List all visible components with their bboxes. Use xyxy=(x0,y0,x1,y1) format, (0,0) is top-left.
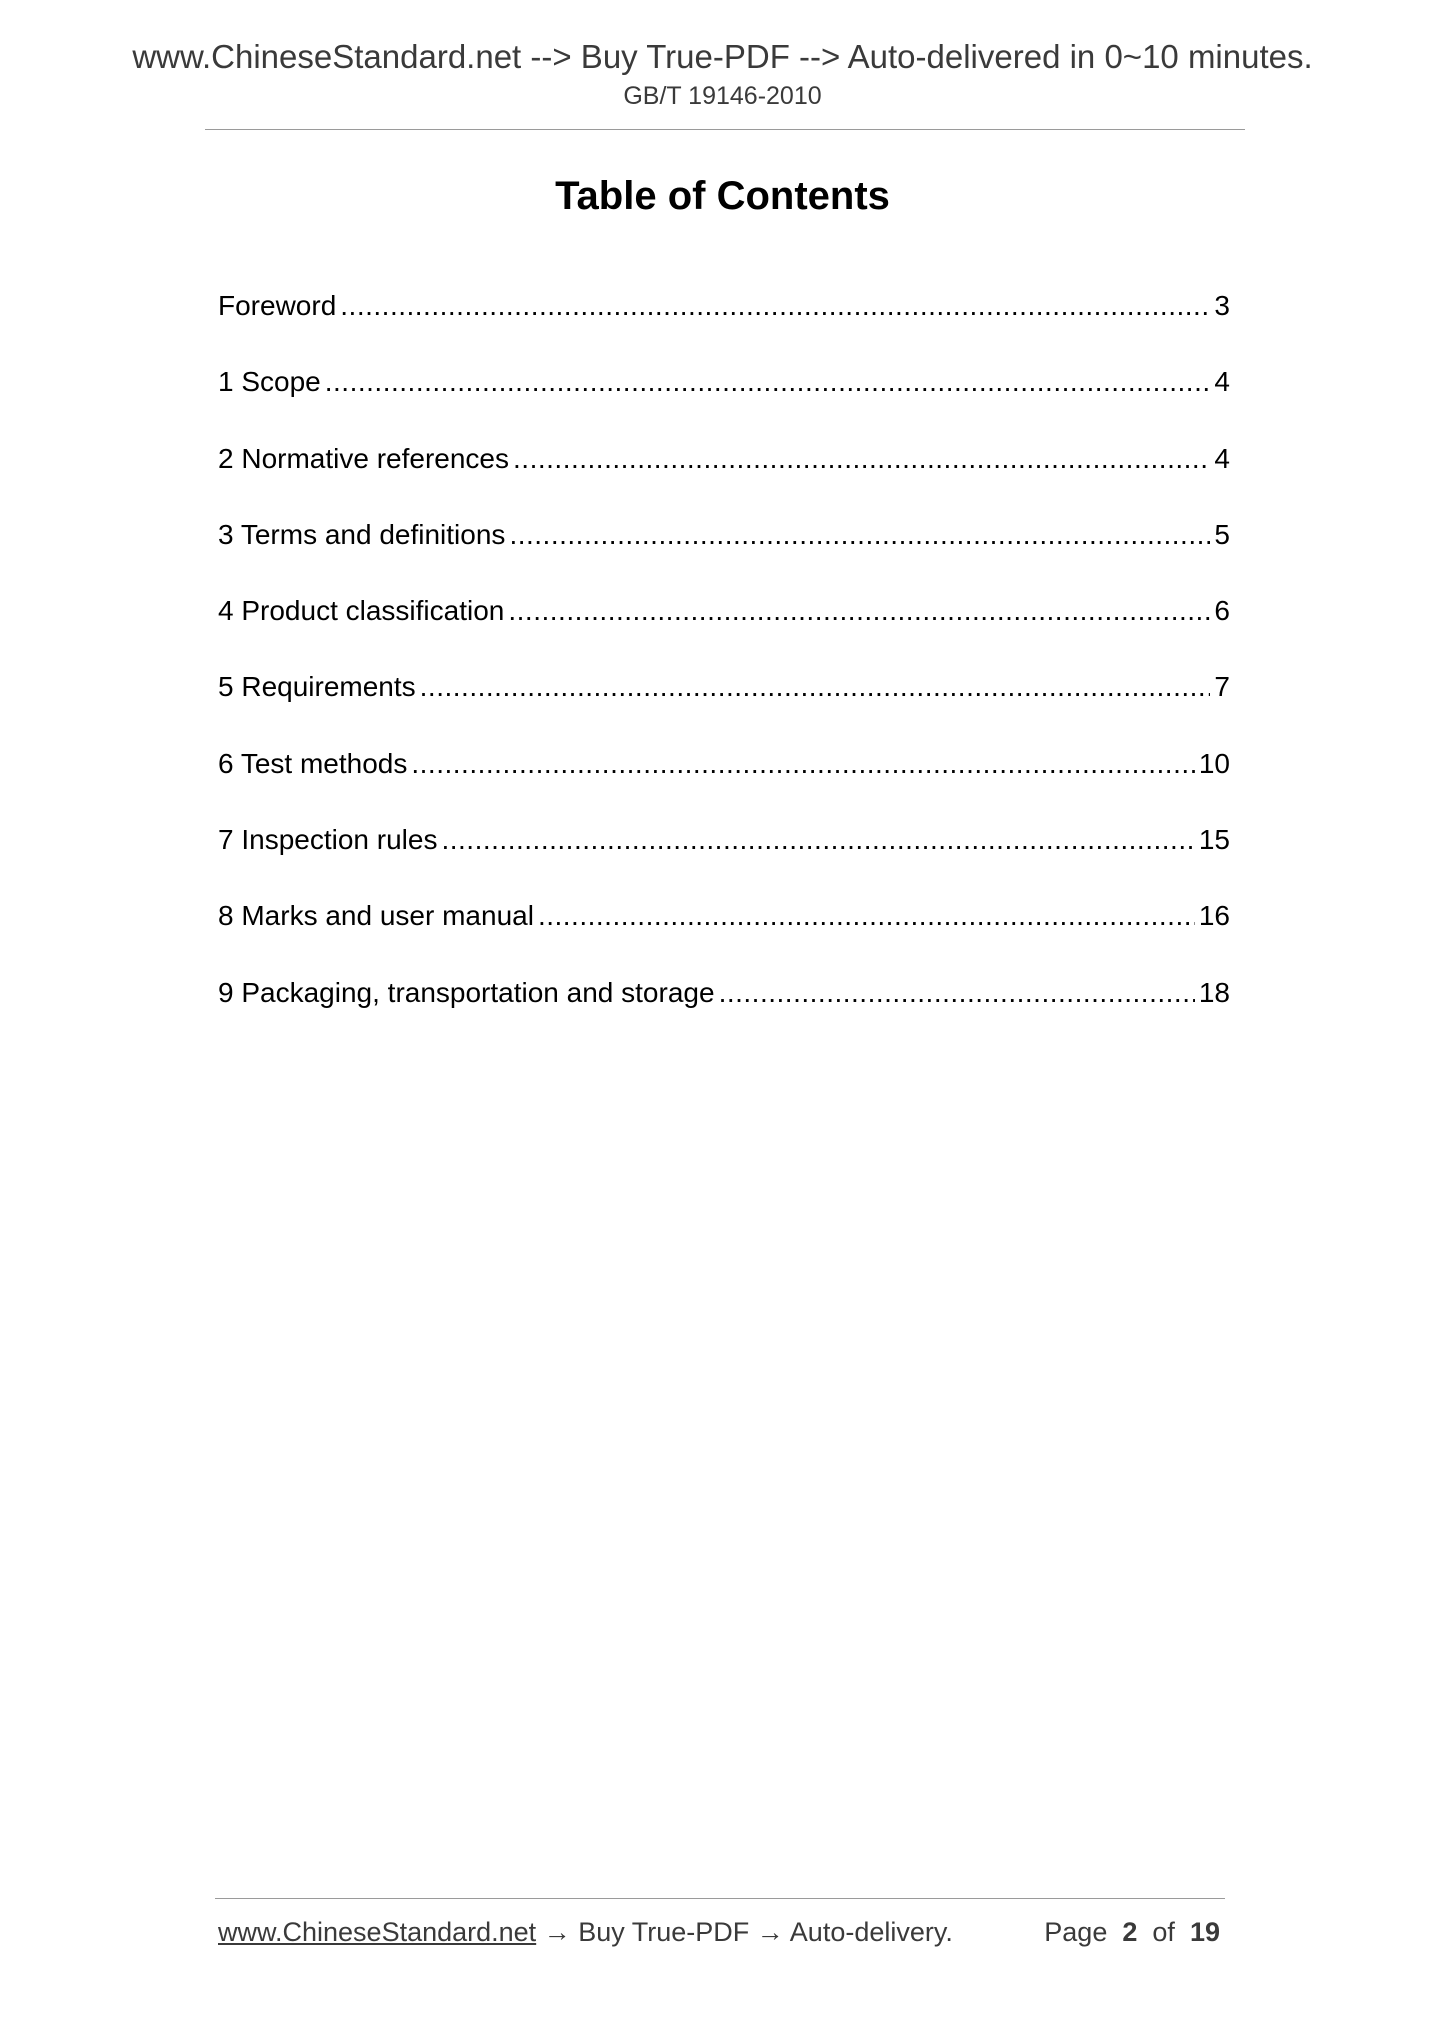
toc-entry-scope[interactable] xyxy=(218,366,1230,442)
toc-entry-packaging[interactable] xyxy=(218,977,1230,1053)
toc-dot-leader xyxy=(509,519,1210,551)
toc-dot-leader xyxy=(420,671,1211,703)
toc-dot-leader xyxy=(325,366,1211,398)
toc-entry-product-classification[interactable] xyxy=(218,595,1230,671)
toc-entry-inspection-rules[interactable] xyxy=(218,824,1230,900)
toc-dot-leader xyxy=(411,748,1194,780)
toc-dot-leader xyxy=(719,977,1195,1009)
toc-entry-page: 16 xyxy=(1198,900,1230,932)
toc-dot-leader xyxy=(513,443,1210,475)
toc-entry-page: 7 xyxy=(1214,671,1230,703)
toc-entry-page: 15 xyxy=(1198,824,1230,856)
toc-entry-label: 5 Requirements xyxy=(218,671,416,703)
toc-dot-leader xyxy=(340,290,1210,322)
toc-entry-page: 4 xyxy=(1214,442,1230,474)
toc-list xyxy=(218,290,1230,1053)
toc-dot-leader xyxy=(508,595,1210,627)
header-divider xyxy=(205,129,1245,130)
total-pages: 19 xyxy=(1189,1917,1220,1947)
header-banner: www.ChineseStandard.net --> Buy True-PDF --> Auto-delivered in 0~10 minutes. xyxy=(132,38,1313,75)
toc-entry-test-methods[interactable] xyxy=(218,748,1230,824)
toc-entry-page: 6 xyxy=(1214,595,1230,627)
arrow-right-icon: → xyxy=(756,1917,784,1947)
of-word: of xyxy=(1152,1917,1175,1947)
toc-entry-label: 7 Inspection rules xyxy=(218,824,438,856)
toc-entry-page: 10 xyxy=(1198,747,1230,779)
toc-entry-label: 6 Test methods xyxy=(218,747,408,779)
toc-entry-label: 4 Product classification xyxy=(218,595,505,627)
toc-entry-requirements[interactable] xyxy=(218,671,1230,747)
toc-entry-label: 8 Marks and user manual xyxy=(218,900,534,932)
footer-divider xyxy=(215,1898,1225,1899)
toc-entry-label: 3 Terms and definitions xyxy=(218,518,506,550)
toc-entry-normative-references[interactable] xyxy=(218,443,1230,519)
page-number xyxy=(1044,1917,1220,1948)
toc-entry-label: Foreword xyxy=(218,290,337,321)
page-title: Table of Contents xyxy=(555,174,890,218)
standard-code: GB/T 19146-2010 xyxy=(623,82,822,110)
current-page: 2 xyxy=(1122,1917,1138,1947)
footer-promo xyxy=(218,1917,953,1948)
toc-entry-label: 2 Normative references xyxy=(218,442,510,474)
arrow-right-icon: → xyxy=(543,1917,571,1947)
footer-delivery-text: Auto-delivery. xyxy=(789,1917,953,1947)
toc-entry-label: 1 Scope xyxy=(218,366,321,398)
toc-entry-page: 5 xyxy=(1214,518,1230,550)
toc-entry-foreword[interactable] xyxy=(218,290,1230,366)
toc-entry-marks-and-user-manual[interactable] xyxy=(218,900,1230,976)
toc-entry-page: 4 xyxy=(1214,366,1230,398)
toc-dot-leader xyxy=(538,900,1195,932)
page-word: Page xyxy=(1044,1917,1108,1947)
toc-entry-page: 3 xyxy=(1214,290,1230,321)
toc-entry-terms-and-definitions[interactable] xyxy=(218,519,1230,595)
footer-buy-text: Buy True-PDF xyxy=(578,1917,750,1947)
toc-dot-leader xyxy=(441,824,1194,856)
toc-entry-label: 9 Packaging, transportation and storage xyxy=(218,976,715,1008)
footer-website-link[interactable]: www.ChineseStandard.net xyxy=(218,1917,537,1947)
toc-entry-page: 18 xyxy=(1198,976,1230,1008)
